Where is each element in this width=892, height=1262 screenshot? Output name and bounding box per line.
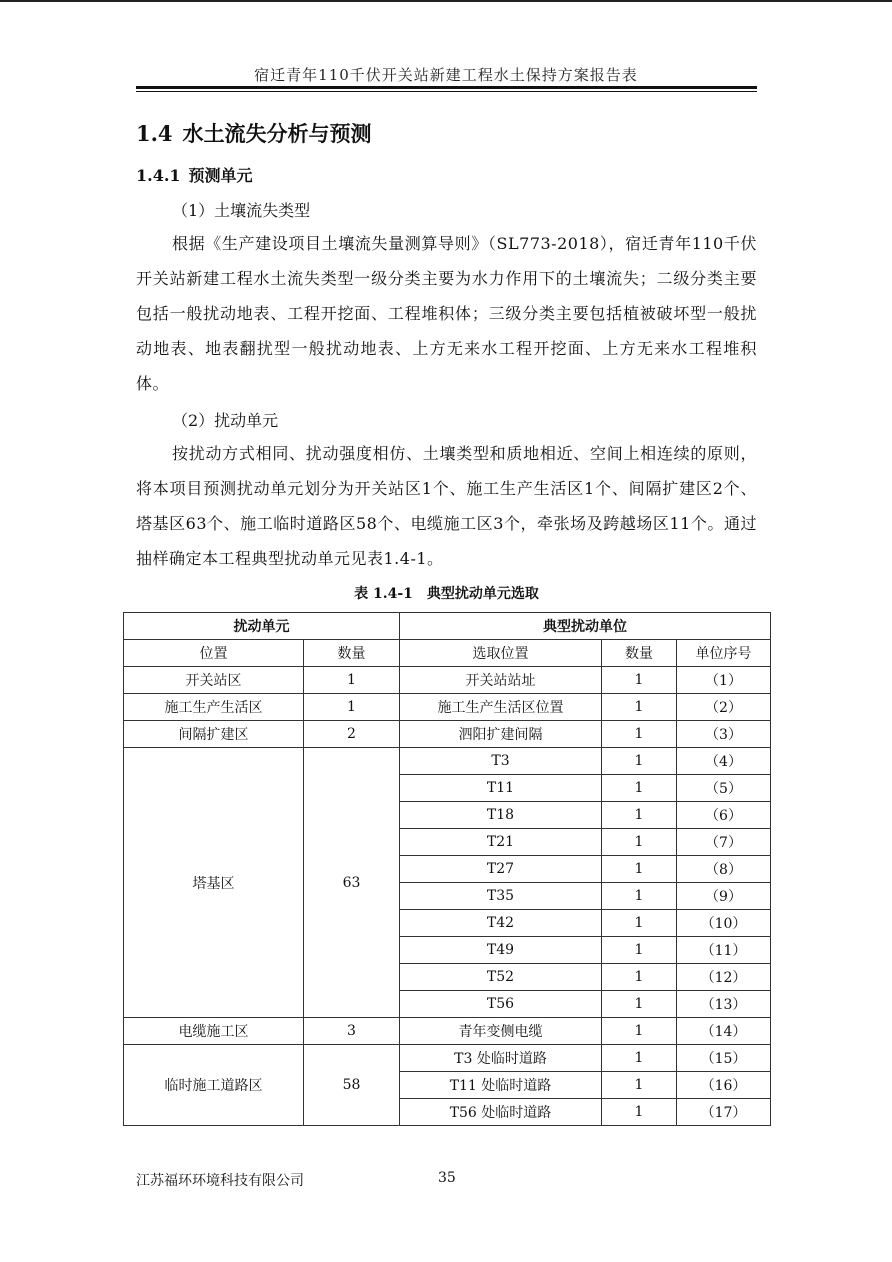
table-body xyxy=(124,667,771,1126)
cell-quantity: 1 xyxy=(602,829,677,856)
cell-quantity: 1 xyxy=(602,991,677,1018)
cell-selected-site: T42 xyxy=(400,910,602,937)
cell-unit-seq: （1） xyxy=(677,667,771,694)
cell-quantity: 1 xyxy=(602,748,677,775)
cell-unit-seq: （4） xyxy=(677,748,771,775)
header-rule-thick xyxy=(136,86,757,89)
cell-unit-seq: （17） xyxy=(677,1099,771,1126)
cell-quantity: 1 xyxy=(602,910,677,937)
section-number: 1.4 xyxy=(136,121,173,146)
section-heading xyxy=(136,118,372,148)
cell-selected-site: T18 xyxy=(400,802,602,829)
group-header-disturbance-unit: 扰动单元 xyxy=(124,613,400,640)
cell-unit-seq: （11） xyxy=(677,937,771,964)
table-group-header-row xyxy=(124,613,771,640)
cell-selected-site: T52 xyxy=(400,964,602,991)
table-row xyxy=(124,1045,771,1072)
table-row xyxy=(124,748,771,775)
subsection-title-text: 预测单元 xyxy=(188,166,253,185)
cell-unit-seq: （15） xyxy=(677,1045,771,1072)
soil-loss-type-label: （1）土壤流失类型 xyxy=(172,201,311,220)
group-header-typical-unit: 典型扰动单位 xyxy=(400,613,771,640)
table-row xyxy=(124,721,771,748)
header-rule-thin xyxy=(136,91,757,92)
column-header-quantity: 数量 xyxy=(602,640,677,667)
cell-selected-site: 开关站站址 xyxy=(400,667,602,694)
cell-location: 临时施工道路区 xyxy=(124,1045,304,1126)
cell-selected-site: T11 处临时道路 xyxy=(400,1072,602,1099)
cell-unit-seq: （3） xyxy=(677,721,771,748)
cell-quantity: 1 xyxy=(602,721,677,748)
cell-count: 1 xyxy=(304,667,400,694)
column-header-count: 数量 xyxy=(304,640,400,667)
column-header-selected-site: 选取位置 xyxy=(400,640,602,667)
cell-quantity: 1 xyxy=(602,1072,677,1099)
cell-count: 58 xyxy=(304,1045,400,1126)
cell-unit-seq: （12） xyxy=(677,964,771,991)
cell-quantity: 1 xyxy=(602,1018,677,1045)
cell-unit-seq: （6） xyxy=(677,802,771,829)
cell-unit-seq: （9） xyxy=(677,883,771,910)
cell-quantity: 1 xyxy=(602,883,677,910)
table-caption: 表 1.4-1 典型扰动单元选取 xyxy=(354,586,539,602)
typical-disturbance-unit-table xyxy=(123,612,771,1126)
disturbance-unit-paragraph: 按扰动方式相同、扰动强度相仿、土壤类型和质地相近、空间上相连续的原则，将本项目预测扰动单元划分为开关站区1个、施工生产生活区1个、间隔扩建区2个、塔基区63个、施工临时道路区58个、电缆施工区3个，牵张场及跨越场区11个。通过抽样确定本工程典型扰动单元见表1.4-1。 xyxy=(136,444,757,568)
footer-company: 江苏福环环境科技有限公司 xyxy=(136,1173,304,1189)
cell-count: 63 xyxy=(304,748,400,1018)
disturbance-unit-label: （2）扰动单元 xyxy=(172,411,279,430)
cell-selected-site: T21 xyxy=(400,829,602,856)
cell-quantity: 1 xyxy=(602,937,677,964)
running-header-title: 宿迁青年110千伏开关站新建工程水土保持方案报告表 xyxy=(254,66,638,84)
table-row xyxy=(124,667,771,694)
column-header-location: 位置 xyxy=(124,640,304,667)
cell-quantity: 1 xyxy=(602,1045,677,1072)
cell-location: 施工生产生活区 xyxy=(124,694,304,721)
cell-selected-site: T35 xyxy=(400,883,602,910)
cell-selected-site: T49 xyxy=(400,937,602,964)
cell-quantity: 1 xyxy=(602,775,677,802)
subsection-number: 1.4.1 xyxy=(136,166,181,185)
section-title-text: 水土流失分析与预测 xyxy=(182,121,372,146)
table-column-header-row xyxy=(124,640,771,667)
cell-selected-site: T3 xyxy=(400,748,602,775)
cell-count: 1 xyxy=(304,694,400,721)
cell-selected-site: T11 xyxy=(400,775,602,802)
cell-location: 电缆施工区 xyxy=(124,1018,304,1045)
cell-count: 3 xyxy=(304,1018,400,1045)
cell-location: 塔基区 xyxy=(124,748,304,1018)
soil-loss-type-paragraph: 根据《生产建设项目土壤流失量测算导则》（SL773-2018），宿迁青年110千伏开关站新建工程水土流失类型一级分类主要为水力作用下的土壤流失；二级分类主要包括一般扰动地表、工程开挖面、工程堆积体；三级分类主要包括植被破坏型一般扰动地表、地表翻扰型一般扰动地表、上方无来水工程开挖面、上方无来水工程堆积体。 xyxy=(136,234,757,393)
cell-quantity: 1 xyxy=(602,856,677,883)
cell-unit-seq: （8） xyxy=(677,856,771,883)
cell-selected-site: 泗阳扩建间隔 xyxy=(400,721,602,748)
cell-quantity: 1 xyxy=(602,694,677,721)
cell-selected-site: T56 处临时道路 xyxy=(400,1099,602,1126)
table-row xyxy=(124,694,771,721)
cell-selected-site: T27 xyxy=(400,856,602,883)
cell-selected-site: 青年变侧电缆 xyxy=(400,1018,602,1045)
cell-quantity: 1 xyxy=(602,802,677,829)
cell-unit-seq: （13） xyxy=(677,991,771,1018)
cell-quantity: 1 xyxy=(602,667,677,694)
subsection-heading xyxy=(136,163,253,186)
column-header-unit-seq: 单位序号 xyxy=(677,640,771,667)
cell-unit-seq: （10） xyxy=(677,910,771,937)
cell-selected-site: T3 处临时道路 xyxy=(400,1045,602,1072)
cell-selected-site: T56 xyxy=(400,991,602,1018)
cell-unit-seq: （7） xyxy=(677,829,771,856)
table-row xyxy=(124,1018,771,1045)
cell-unit-seq: （5） xyxy=(677,775,771,802)
page-top-border xyxy=(0,0,892,2)
cell-location: 开关站区 xyxy=(124,667,304,694)
cell-location: 间隔扩建区 xyxy=(124,721,304,748)
cell-unit-seq: （2） xyxy=(677,694,771,721)
cell-unit-seq: （14） xyxy=(677,1018,771,1045)
footer-page-number: 35 xyxy=(438,1170,456,1186)
cell-unit-seq: （16） xyxy=(677,1072,771,1099)
cell-count: 2 xyxy=(304,721,400,748)
cell-selected-site: 施工生产生活区位置 xyxy=(400,694,602,721)
cell-quantity: 1 xyxy=(602,1099,677,1126)
cell-quantity: 1 xyxy=(602,964,677,991)
